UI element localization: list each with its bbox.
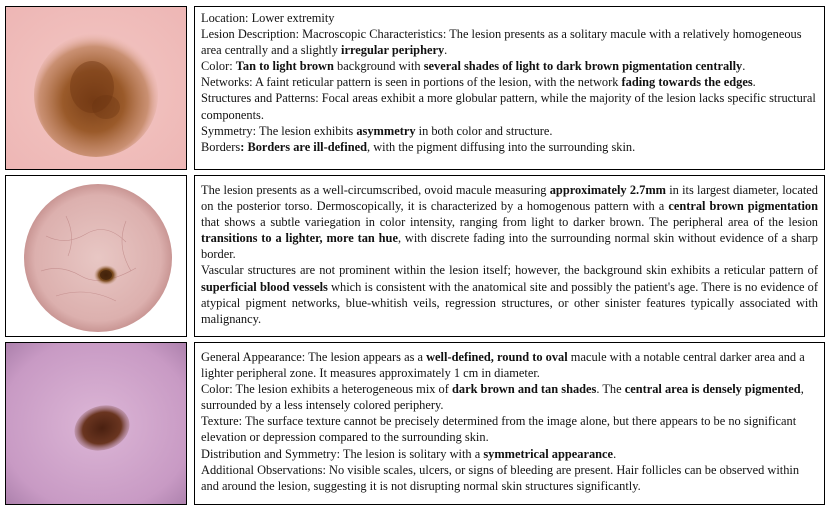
text-run: Borders xyxy=(201,139,241,154)
emphasis-text: well-defined, round to oval xyxy=(426,350,568,364)
emphasis-text: central brown pigmentation xyxy=(668,199,818,214)
emphasis-text: Tan to light brown xyxy=(235,59,334,74)
text-run: . xyxy=(444,43,448,58)
description-paragraph xyxy=(201,139,818,155)
description-paragraph xyxy=(201,446,818,462)
text-run: , with the pigment diffusing into the surrounding skin. xyxy=(367,139,636,154)
description-paragraph xyxy=(201,74,818,90)
description-paragraph xyxy=(201,26,818,58)
description-paragraph xyxy=(201,123,818,139)
lesion-image-2 xyxy=(5,175,187,337)
text-run: . xyxy=(613,446,617,461)
description-box-2 xyxy=(194,175,825,337)
emphasis-text: several shades of light to dark brown pigmentation centrally xyxy=(423,59,743,74)
text-run: . The xyxy=(596,382,625,397)
description-paragraph xyxy=(201,462,818,494)
emphasis-text: approximately 2.7mm xyxy=(549,183,666,197)
text-run: Structures and Patterns: Focal areas exhibit a more globular pattern, while the majority of the lesion lacks specific structural components. xyxy=(201,91,816,122)
text-run: in its largest diameter, located on the posterior torso. Dermoscopically, it is characterized by a homogenous pattern with a xyxy=(201,183,818,214)
text-run: that shows a subtle variegation in color intensity, ranging from light to darker brown. The peripheral area of the lesion xyxy=(201,215,818,230)
emphasis-text: fading towards the edges xyxy=(621,75,753,90)
emphasis-text: central area is densely pigmented xyxy=(624,382,801,397)
text-run: . xyxy=(742,59,746,74)
text-run: Vascular structures are not prominent within the lesion itself; however, the background skin exhibits a reticular pattern of xyxy=(201,263,818,278)
text-run: background with xyxy=(333,59,424,74)
description-paragraph xyxy=(201,349,818,381)
description-paragraph xyxy=(201,58,818,74)
lesion-photo-2 xyxy=(6,176,187,337)
text-run: . xyxy=(752,75,756,90)
emphasis-text: symmetrical appearance xyxy=(483,446,614,461)
text-run: which is consistent with the anatomical site and possibly the patient's age. There is no evidence of atypical pigment networks, blue-whitish veils, regression structures, or other sinister features typically associated with malignancy. xyxy=(201,279,818,326)
text-run: The lesion presents as a well-circumscribed, ovoid macule measuring xyxy=(201,183,550,197)
lesion-photo-1 xyxy=(6,7,187,170)
description-paragraph xyxy=(201,90,818,122)
text-run: Location: Lower extremity xyxy=(201,11,335,25)
description-paragraph xyxy=(201,413,818,445)
description-box-1 xyxy=(194,6,825,170)
lesion-photo-3 xyxy=(6,343,187,505)
text-run: Color: The lesion exhibits a heterogeneous mix of xyxy=(201,382,452,397)
description-box-3 xyxy=(194,342,825,505)
emphasis-text: superficial blood vessels xyxy=(201,279,328,294)
emphasis-text: transitions to a lighter, more tan hue xyxy=(201,231,398,246)
description-paragraph xyxy=(201,381,818,413)
emphasis-text: asymmetry xyxy=(356,123,416,138)
lesion-image-3 xyxy=(5,342,187,505)
description-paragraph xyxy=(201,10,818,26)
text-run: Lesion Description: Macroscopic Characteristics: The lesion presents as a solitary macule with a relatively homogeneous area centrally and a slightly xyxy=(201,27,802,58)
text-run: , with discrete fading into the surrounding normal skin without evidence of a sharp border. xyxy=(201,231,818,262)
text-run: Color: xyxy=(201,59,236,74)
emphasis-text: irregular periphery xyxy=(341,43,445,58)
text-run: macule with a notable central darker area and a lighter peripheral zone. It measures approximately 1 cm in diameter. xyxy=(201,350,805,381)
lesion-image-1 xyxy=(5,6,187,170)
emphasis-text: dark brown and tan shades xyxy=(451,382,597,397)
emphasis-text: : Borders are ill-defined xyxy=(240,139,367,154)
text-run: Symmetry: The lesion exhibits xyxy=(201,123,357,138)
text-run: , surrounded by a less intensely colored periphery. xyxy=(201,382,804,413)
text-run: Texture: The surface texture cannot be precisely determined from the image alone, but there appears to be no significant elevation or depression compared to the surrounding skin. xyxy=(201,414,797,445)
text-run: Additional Observations: No visible scales, ulcers, or signs of bleeding are present. Hair follicles can be observed within and around the lesion, suggesting it is not disrupting normal skin structures significantly. xyxy=(201,462,800,493)
text-run: Distribution and Symmetry: The lesion is solitary with a xyxy=(201,446,484,461)
description-paragraph xyxy=(201,262,818,326)
description-paragraph xyxy=(201,182,818,262)
text-run: Networks: A faint reticular pattern is seen in portions of the lesion, with the network xyxy=(201,75,622,90)
text-run: General Appearance: The lesion appears as a xyxy=(201,350,427,364)
text-run: in both color and structure. xyxy=(415,123,553,138)
